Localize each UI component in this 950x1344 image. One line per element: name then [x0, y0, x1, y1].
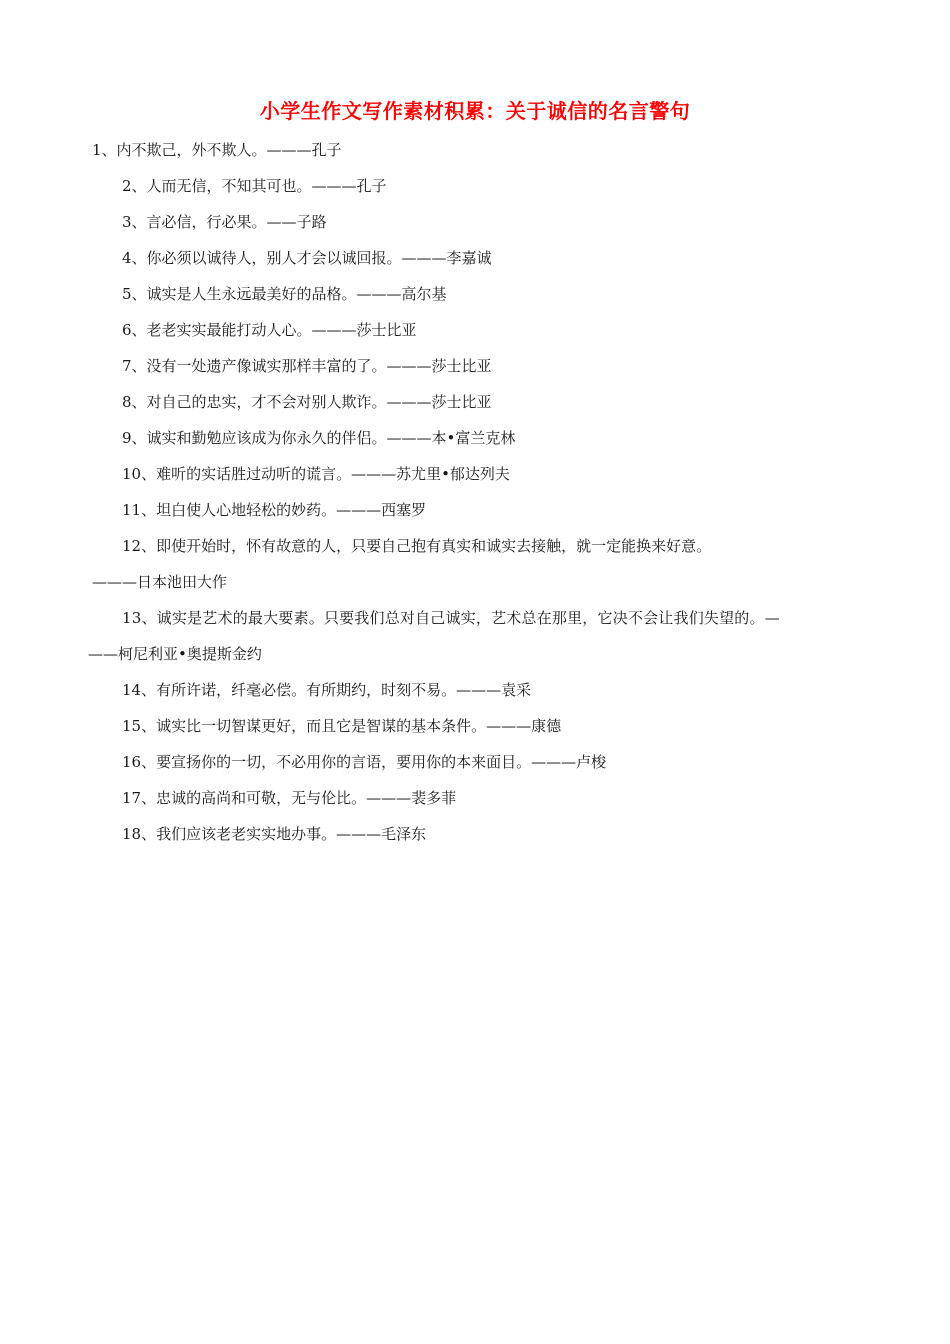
- quote-line-14: 14、有所许诺，纤毫必偿。有所期约，时刻不易。———袁采: [122, 681, 532, 699]
- quote-line-17: 17、忠诚的高尚和可敬，无与伦比。———裴多菲: [122, 789, 457, 807]
- quote-line-1: 1、内不欺己，外不欺人。———孔子: [92, 141, 342, 159]
- quote-line-18: 18、我们应该老老实实地办事。———毛泽东: [122, 825, 427, 843]
- document-title: 小学生作文写作素材积累：关于诚信的名言警句: [259, 99, 691, 123]
- quote-line-2: 2、人而无信，不知其可也。———孔子: [122, 177, 387, 195]
- quote-line-6: 6、老老实实最能打动人心。———莎士比亚: [122, 321, 417, 339]
- quote-line-12: 12、即使开始时，怀有故意的人，只要自己抱有真实和诚实去接触，就一定能换来好意。: [122, 537, 712, 555]
- quote-line-7: 7、没有一处遗产像诚实那样丰富的了。———莎士比亚: [122, 357, 492, 375]
- quote-line-9: 9、诚实和勤勉应该成为你永久的伴侣。———本•富兰克林: [122, 429, 516, 447]
- quote-line-15: 15、诚实比一切智谋更好，而且它是智谋的基本条件。———康德: [122, 717, 562, 735]
- quote-line-16: 16、要宣扬你的一切，不必用你的言语，要用你的本来面目。———卢梭: [122, 753, 607, 771]
- quote-line-13: 13、诚实是艺术的最大要素。只要我们总对自己诚实，艺术总在那里，它决不会让我们失望的。—: [122, 609, 780, 627]
- quote-line-11: 11、坦白使人心地轻松的妙药。———西塞罗: [122, 501, 427, 519]
- quote-line-5: 5、诚实是人生永远最美好的品格。———高尔基: [122, 285, 447, 303]
- quote-line-3: 3、言必信，行必果。——子路: [122, 213, 327, 231]
- quote-line-13-attribution: ——柯尼利亚•奥提斯金约: [88, 645, 262, 663]
- quote-line-4: 4、你必须以诚待人，别人才会以诚回报。———李嘉诚: [122, 249, 492, 267]
- quote-line-10: 10、难听的实话胜过动听的谎言。———苏尤里•郁达列夫: [122, 465, 510, 483]
- quote-line-8: 8、对自己的忠实，才不会对别人欺诈。———莎士比亚: [122, 393, 492, 411]
- quote-line-12-attribution: ———日本池田大作: [92, 573, 228, 591]
- quote-list: [88, 132, 862, 852]
